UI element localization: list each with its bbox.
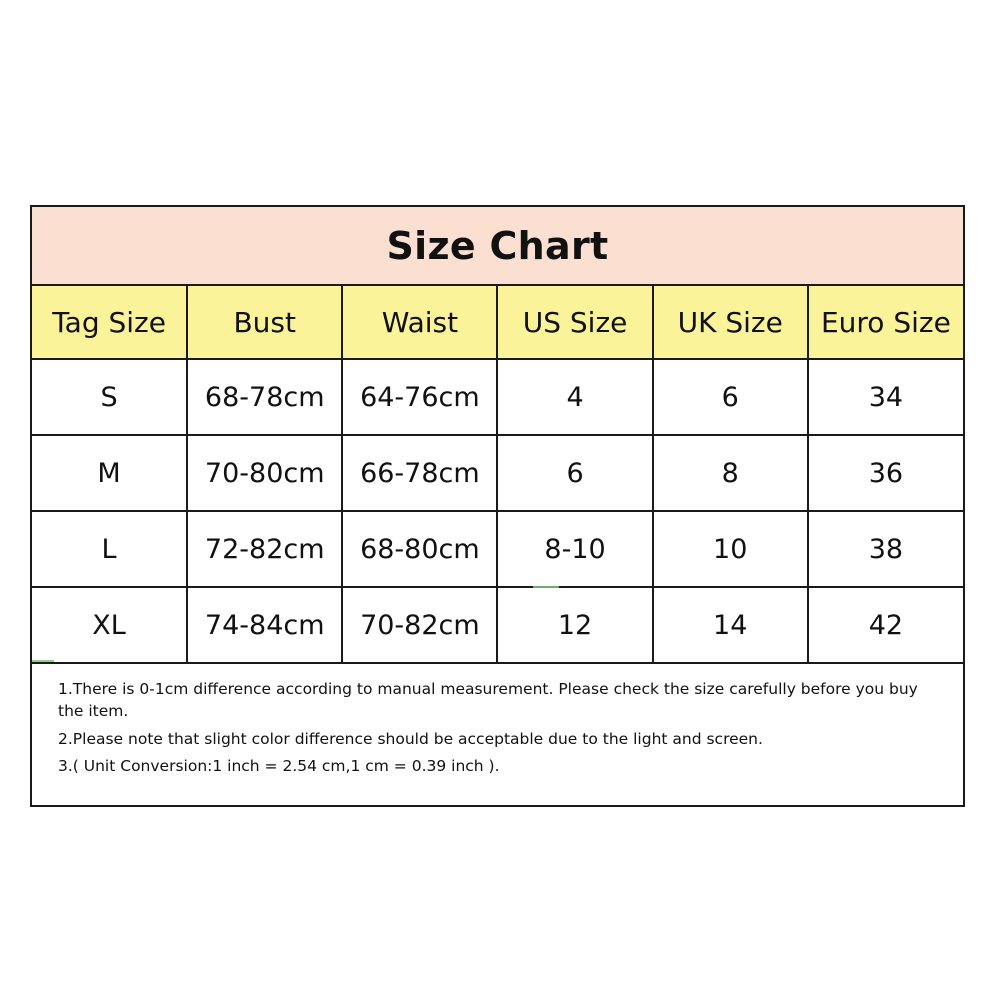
table-header-row xyxy=(32,286,963,359)
size-chart-table xyxy=(32,286,963,664)
scan-artifact-line xyxy=(533,586,559,588)
cell-uk-size: 6 xyxy=(653,359,808,435)
table-row xyxy=(32,511,963,587)
cell-euro-size: 42 xyxy=(808,587,963,663)
cell-bust: 68-78cm xyxy=(187,359,342,435)
cell-euro-size: 36 xyxy=(808,435,963,511)
cell-euro-size: 34 xyxy=(808,359,963,435)
cell-tag-size: S xyxy=(32,359,187,435)
cell-uk-size: 8 xyxy=(653,435,808,511)
cell-waist: 64-76cm xyxy=(342,359,497,435)
cell-bust: 72-82cm xyxy=(187,511,342,587)
scan-artifact-line xyxy=(32,660,54,662)
note-line-1: 1.There is 0-1cm difference according to manual measurement. Please check the size carefully before you buy the item. xyxy=(58,680,918,721)
cell-bust: 70-80cm xyxy=(187,435,342,511)
cell-waist: 70-82cm xyxy=(342,587,497,663)
note-line-2: 2.Please note that slight color difference should be acceptable due to the light and screen. xyxy=(58,729,763,748)
cell-us-size: 4 xyxy=(497,359,652,435)
size-chart-card xyxy=(30,205,965,807)
cell-us-size: 12 xyxy=(497,587,652,663)
notes-section xyxy=(32,664,963,805)
cell-euro-size: 38 xyxy=(808,511,963,587)
table-row xyxy=(32,587,963,663)
cell-waist: 66-78cm xyxy=(342,435,497,511)
cell-bust: 74-84cm xyxy=(187,587,342,663)
column-header-bust: Bust xyxy=(187,286,342,359)
table-row xyxy=(32,359,963,435)
column-header-tag-size: Tag Size xyxy=(32,286,187,359)
table-row xyxy=(32,435,963,511)
column-header-waist: Waist xyxy=(342,286,497,359)
cell-waist: 68-80cm xyxy=(342,511,497,587)
cell-tag-size: XL xyxy=(32,587,187,663)
cell-tag-size: M xyxy=(32,435,187,511)
column-header-euro-size: Euro Size xyxy=(808,286,963,359)
cell-uk-size: 10 xyxy=(653,511,808,587)
cell-uk-size: 14 xyxy=(653,587,808,663)
cell-tag-size: L xyxy=(32,511,187,587)
note-line-3: 3.( Unit Conversion:1 inch = 2.54 cm,1 cm = 0.39 inch ). xyxy=(58,757,500,776)
cell-us-size: 6 xyxy=(497,435,652,511)
cell-us-size: 8-10 xyxy=(497,511,652,587)
page-title: Size Chart xyxy=(32,207,963,286)
column-header-us-size: US Size xyxy=(497,286,652,359)
column-header-uk-size: UK Size xyxy=(653,286,808,359)
